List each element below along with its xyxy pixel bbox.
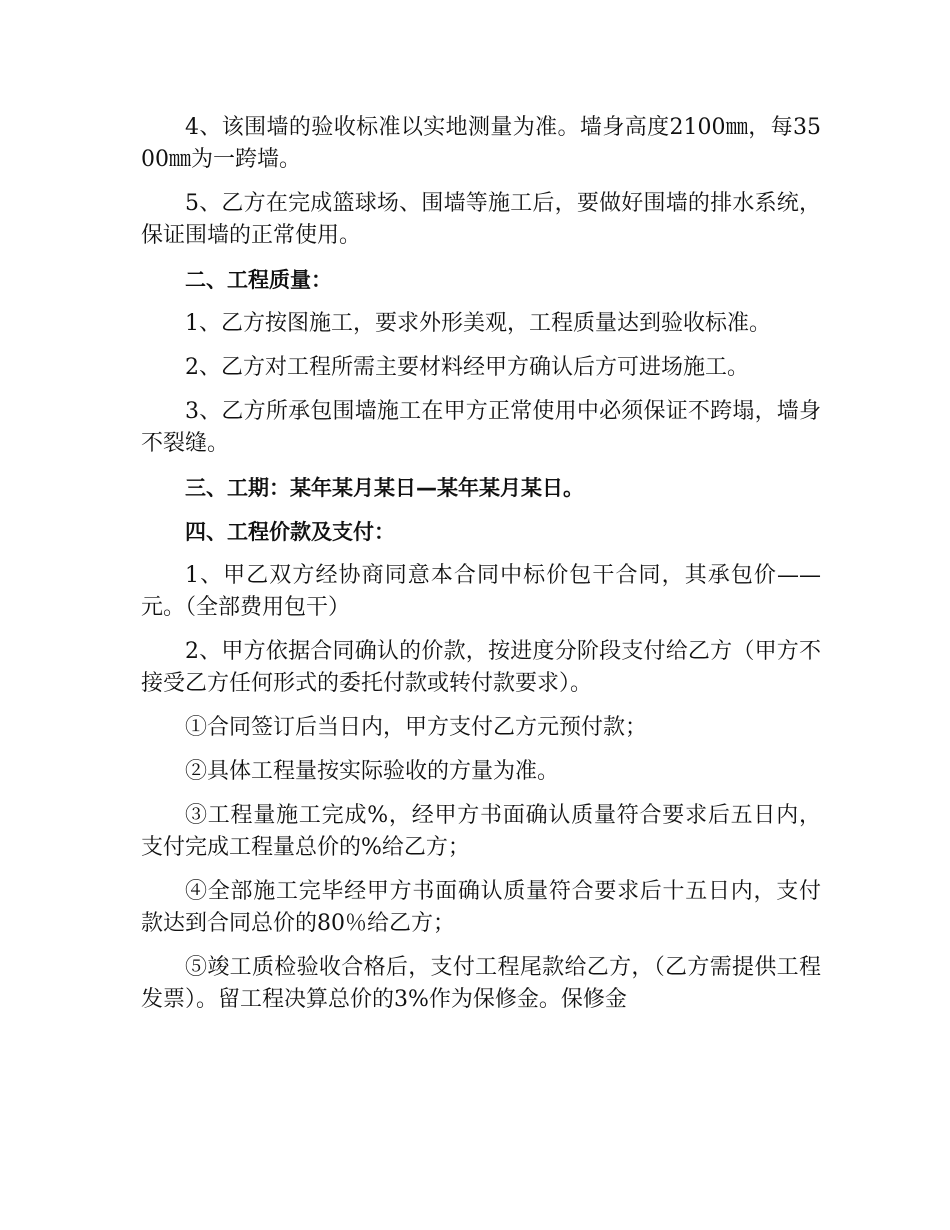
paragraph-payment-1: 1、甲乙双方经协商同意本合同中标价包干合同，其承包价——元。（全部费用包干） [141, 563, 821, 620]
payment-item-4: ④全部施工完毕经甲方书面确认质量符合要求后十五日内，支付款达到合同总价的80％给乙方； [141, 879, 821, 936]
section-heading-schedule: 三、工期：某年某月某日—某年某月某日。 [185, 476, 584, 500]
paragraph-quality-1: 1、乙方按图施工，要求外形美观，工程质量达到验收标准。 [185, 311, 771, 336]
payment-item-5: ⑤竣工质检验收合格后，支付工程尾款给乙方，（乙方需提供工程发票）。留工程决算总价的3%作为保修金。保修金 [141, 955, 821, 1012]
section-heading-quality: 二、工程质量： [185, 268, 332, 292]
payment-item-2: ②具体工程量按实际验收的方量为准。 [185, 759, 560, 784]
payment-item-1: ①合同签订后当日内，甲方支付乙方元预付款； [185, 715, 648, 740]
paragraph-payment-2: 2、甲方依据合同确认的价款，按进度分阶段支付给乙方（甲方不接受乙方任何形式的委托付款或转付款要求）。 [141, 639, 821, 696]
document-body [141, 112, 821, 1028]
paragraph-quality-3: 3、乙方所承包围墙施工在甲方正常使用中必须保证不跨塌，墙身不裂缝。 [141, 399, 821, 456]
paragraph-wall-acceptance-standard: 4、该围墙的验收标准以实地测量为准。墙身高度2100㎜，每3500㎜为一跨墙。 [141, 115, 821, 172]
payment-item-3: ③工程量施工完成%，经甲方书面确认质量符合要求后五日内，支付完成工程量总价的%给乙方； [141, 803, 821, 860]
paragraph-drainage-system: 5、乙方在完成篮球场、围墙等施工后，要做好围墙的排水系统，保证围墙的正常使用。 [141, 191, 821, 248]
section-heading-payment: 四、工程价款及支付： [185, 520, 395, 544]
paragraph-quality-2: 2、乙方对工程所需主要材料经甲方确认后方可进场施工。 [185, 355, 749, 380]
